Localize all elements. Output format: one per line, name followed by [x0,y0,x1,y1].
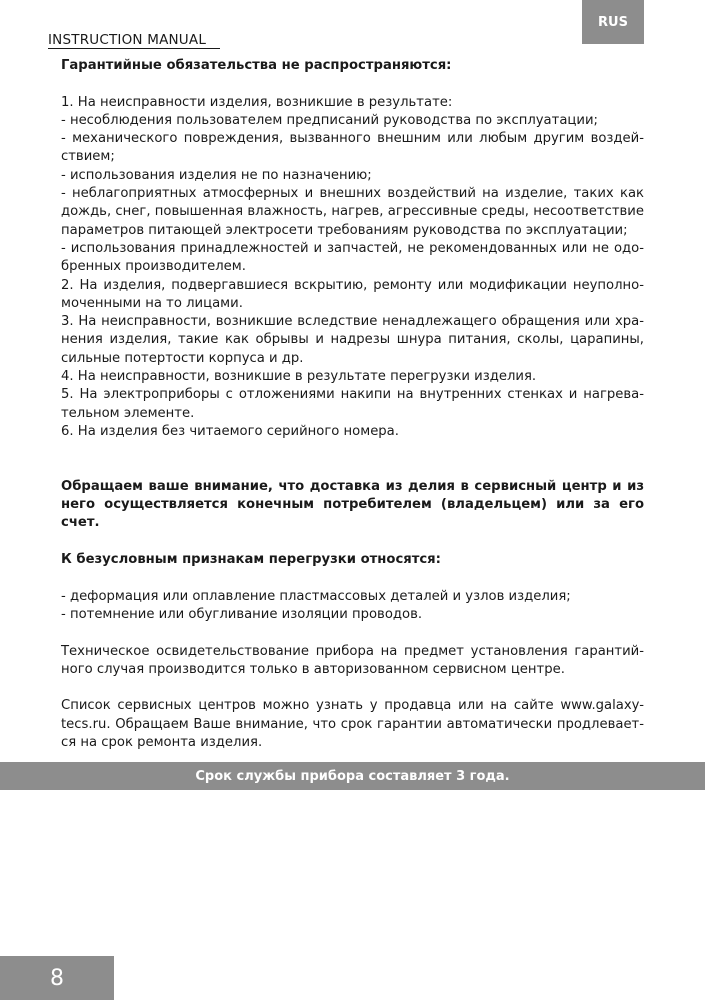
language-tab: RUS [582,0,644,44]
warranty-item: 6. На изделия без читаемого серийного номера. [61,423,399,439]
warranty-item: 2. На изделия, подвергавшиеся вскрытию, ремонту или модификации неуполно-моченными на то лицами. [61,277,644,311]
warranty-item: - использования изделия не по назначению; [61,167,372,183]
page-number: 8 [0,956,114,1000]
warranty-item: - несоблюдения пользователем предписаний руководства по эксплуатации; [61,112,598,128]
manual-title: INSTRUCTION MANUAL [48,32,220,49]
service-centers-note: Список сервисных центров можно узнать у продавца или на сайте www.galaxy-tecs.ru. Обращаем Ваше внимание, что срок гарантии автоматически продлевает-ся на срок ремонта изделия. [61,698,644,750]
service-life-banner: Срок службы прибора составляет 3 года. [0,762,705,790]
delivery-note: Обращаем ваше внимание, что доставка из делия в сервисный центр и из него осуществляется конечным потребителем (владельцем) или за его счет. [61,478,644,531]
overload-item: - деформация или оплавление пластмассовых деталей и узлов изделия; [61,588,571,604]
page-content [61,57,644,752]
warranty-heading: Гарантийные обязательства не распространяются: [61,58,452,73]
warranty-item: 1. На неисправности изделия, возникшие в результате: [61,94,453,110]
overload-item: - потемнение или обугливание изоляции проводов. [61,606,423,622]
warranty-item: 4. На неисправности, возникшие в результате перегрузки изделия. [61,369,537,385]
warranty-item: 5. На электроприборы с отложениями накипи на внутренних стенках и нагрева-тельном элементе. [61,387,644,421]
warranty-item: - неблагоприятных атмосферных и внешних воздействий на изделие, таких как дождь, снег, повышенная влажность, нагрев, агрессивные среды, несоответствие параметров питающей электросети требованиям руководства по эксплуатации; [61,186,644,238]
warranty-item: - механического повреждения, вызванного внешним или любым другим воздей-ствием; [61,131,644,165]
overload-heading: К безусловным признакам перегрузки относятся: [61,552,441,568]
inspection-note: Техническое освидетельствование прибора на предмет установления гарантий-ного случая производится только в авторизованном сервисном центре. [61,643,644,677]
warranty-item: - использования принадлежностей и запчастей, не рекомендованных или не одо-бренных производителем. [61,240,644,275]
warranty-item: 3. На неисправности, возникшие вследствие ненадлежащего обращения или хра-нения изделия, такие как обрывы и надрезы шнура питания, сколы, царапины, сильные потертости корпуса и др. [61,314,644,366]
